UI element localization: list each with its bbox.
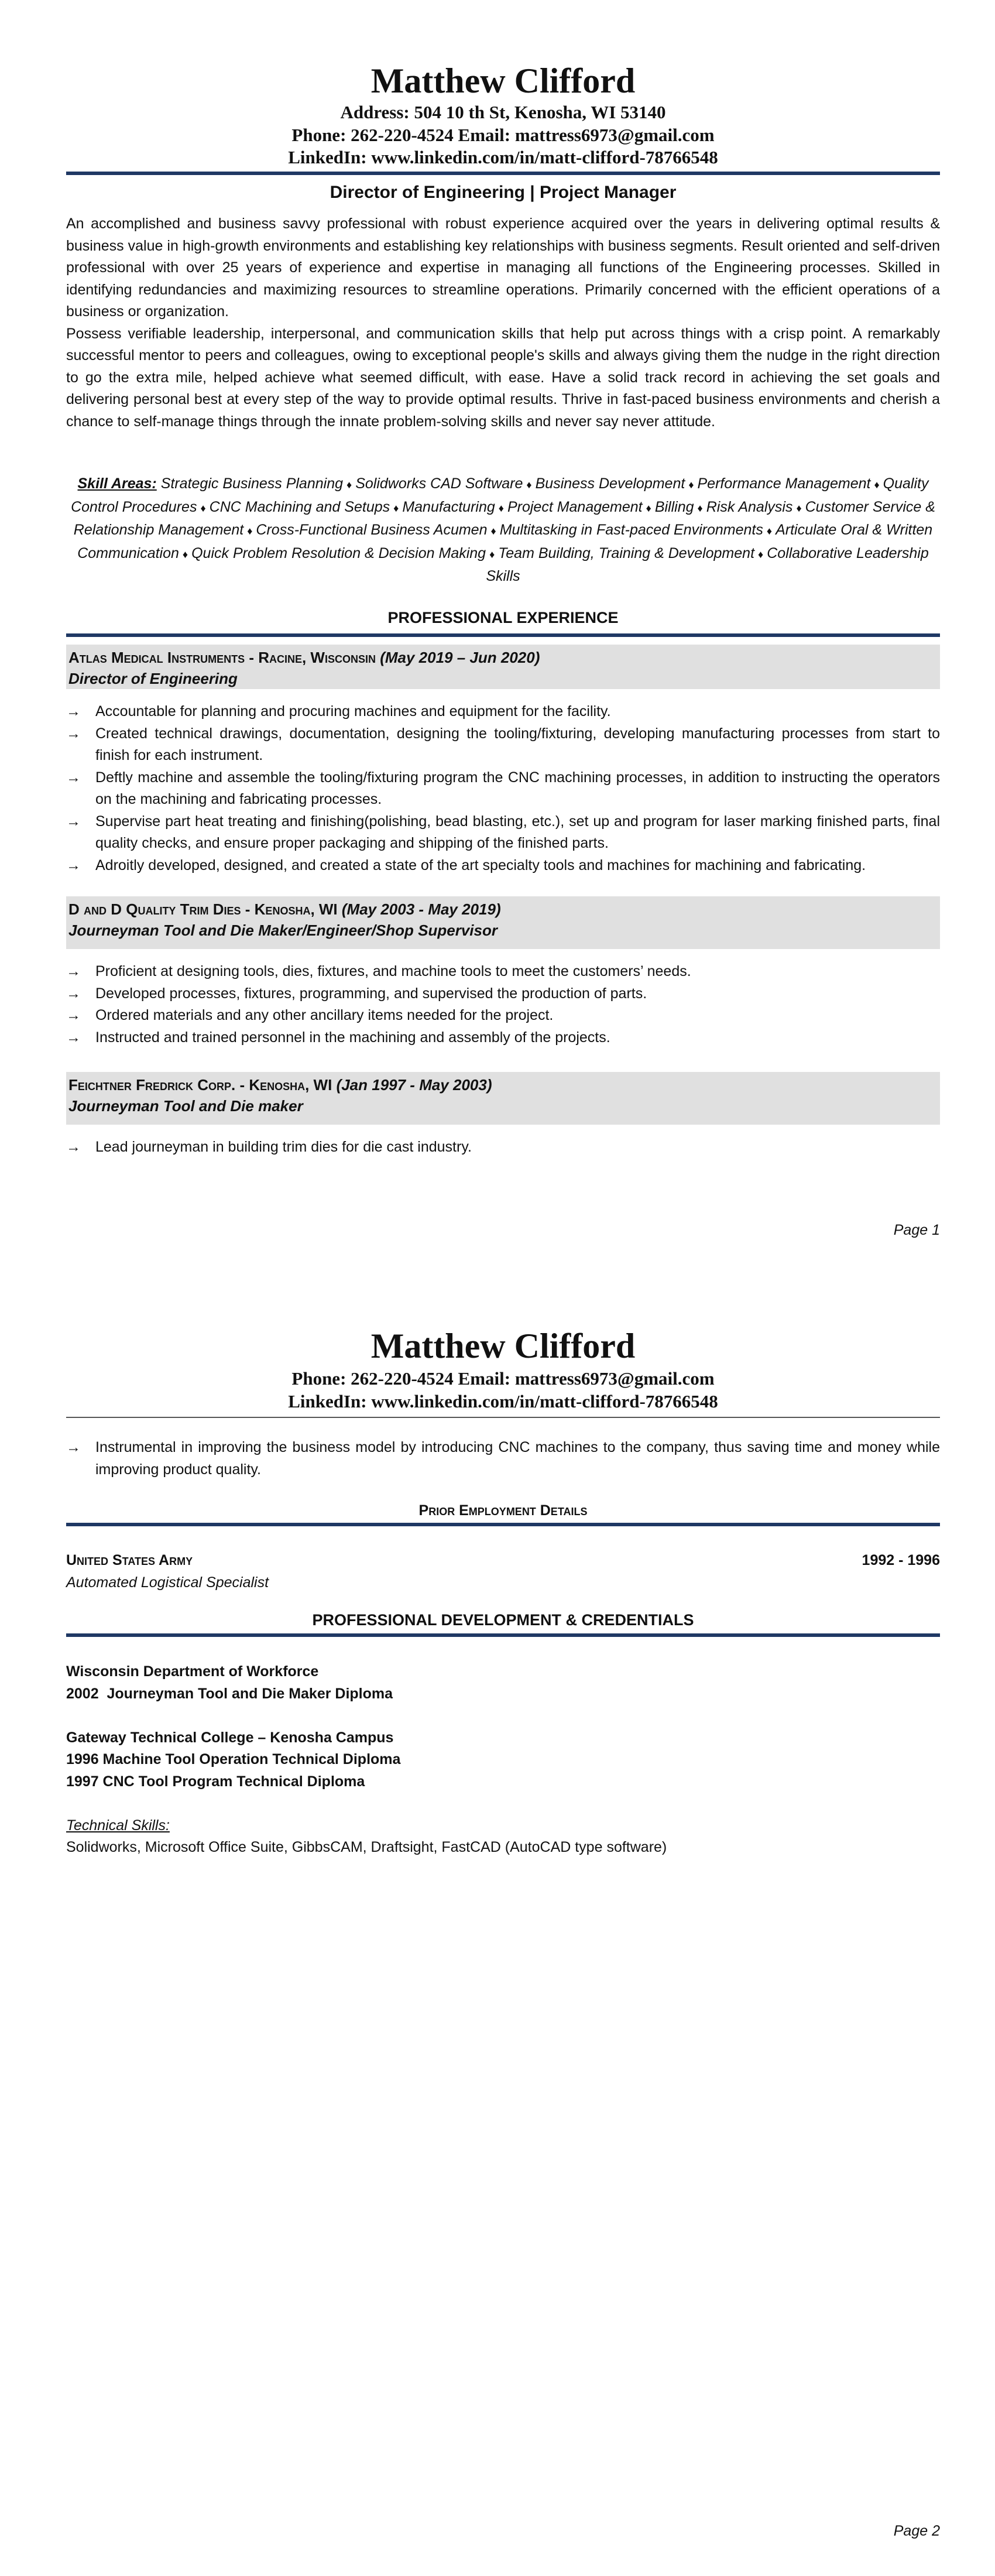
- job-role: Journeyman Tool and Die Maker/Engineer/Shop Supervisor: [68, 922, 498, 939]
- skill-item: CNC Machining and Setups: [209, 498, 390, 515]
- job-dates: (May 2019 – Jun 2020): [380, 649, 540, 666]
- institution: Wisconsin Department of Workforce: [66, 1663, 319, 1680]
- bullet-text: Accountable for planning and procuring machines and equipment for the facility.: [95, 703, 611, 720]
- job-header: [66, 1072, 940, 1125]
- arrow-icon: →: [66, 703, 81, 720]
- institution: Gateway Technical College – Kenosha Campus: [66, 1729, 394, 1746]
- experience-heading: PROFESSIONAL EXPERIENCE: [387, 609, 619, 626]
- skill-item: Cross-Functional Business Acumen: [256, 522, 488, 538]
- skill-item: Articulate Oral & Written Communication: [77, 522, 933, 561]
- skill-item: Performance Management: [697, 475, 871, 492]
- job-bullets: [66, 701, 940, 876]
- skill-item: Strategic Business Planning: [160, 475, 344, 492]
- summary-paragraph: An accomplished and business savvy professional with robust experience acquired over the years in delivering optimal results & business value in high-growth environments and establishing key relationships with business segments. Result oriented and self-driven professional with over 25 years of experience and expertise in managing all functions of the Engineering processes. Skilled in identifying redundancies and maximizing resources to streamline operations. Primarily concerned with the efficient operations of a business or organization.: [66, 215, 940, 320]
- list-item: [66, 811, 940, 855]
- skill-item: Customer Service & Relationship Management: [73, 498, 935, 538]
- address: Address: 504 10 th St, Kenosha, WI 53140: [340, 102, 666, 122]
- job-bullets: [66, 1136, 940, 1159]
- bullet-text: Developed processes, fixtures, programming, and supervised the production of parts.: [95, 985, 647, 1002]
- employer: United States Army: [66, 1552, 193, 1568]
- diamond-bullet-icon: ♦: [489, 548, 495, 560]
- continued-bullets: [66, 1437, 940, 1481]
- diamond-bullet-icon: ♦: [498, 502, 504, 514]
- diamond-bullet-icon: ♦: [526, 479, 532, 491]
- employment-years: 1992 - 1996: [862, 1552, 940, 1568]
- arrow-icon: →: [66, 985, 81, 1002]
- diamond-bullet-icon: ♦: [182, 548, 188, 560]
- technical-skills-label: Technical Skills:: [66, 1817, 170, 1834]
- phone-email: Phone: 262-220-4524 Email: mattress6973@gmail.com: [291, 1368, 715, 1389]
- bullet-text: Supervise part heat treating and finishing(polishing, bead blasting, etc.), set up and program for laser marking finished parts, final quality checks, and ensure proper packaging and shipping of the finished parts.: [95, 813, 940, 851]
- skill-item: Solidworks CAD Software: [355, 475, 523, 492]
- list-item: [66, 701, 940, 723]
- diamond-bullet-icon: ♦: [646, 502, 651, 514]
- contact-block: [66, 1368, 940, 1413]
- diamond-bullet-icon: ♦: [346, 479, 352, 491]
- bullet-text: Lead journeyman in building trim dies for die cast industry.: [95, 1139, 472, 1155]
- candidate-name: Matthew Clifford: [370, 61, 636, 100]
- job-header: [66, 645, 940, 689]
- skill-item: Quick Problem Resolution & Decision Making: [191, 544, 486, 561]
- skill-item: Multitasking in Fast-paced Environments: [499, 522, 763, 538]
- prior-employment-entry: [66, 1550, 940, 1594]
- skill-item: Collaborative Leadership Skills: [486, 544, 929, 584]
- arrow-icon: →: [66, 1139, 81, 1155]
- arrow-icon: →: [66, 857, 81, 873]
- arrow-icon: →: [66, 1029, 81, 1046]
- list-item: [66, 855, 940, 877]
- arrow-icon: →: [66, 769, 81, 786]
- diamond-bullet-icon: ♦: [697, 502, 703, 514]
- skill-areas: [66, 473, 940, 588]
- employment-role: Automated Logistical Specialist: [66, 1574, 269, 1591]
- arrow-icon: →: [66, 813, 81, 830]
- skill-item: Billing: [654, 498, 694, 515]
- credential: 1996 Machine Tool Operation Technical Diploma: [66, 1751, 401, 1767]
- diamond-bullet-icon: ♦: [796, 502, 802, 514]
- list-item: [66, 961, 940, 983]
- diamond-bullet-icon: ♦: [688, 479, 694, 491]
- job-role: Journeyman Tool and Die maker: [68, 1097, 303, 1115]
- technical-skills: Solidworks, Microsoft Office Suite, GibbsCAM, Draftsight, FastCAD (AutoCAD type software): [66, 1839, 667, 1855]
- bullet-text: Ordered materials and any other ancillary items needed for the project.: [95, 1007, 554, 1023]
- linkedin: LinkedIn: www.linkedin.com/in/matt-clifford-78766548: [288, 1390, 718, 1412]
- page-number: Page 2: [893, 2523, 940, 2539]
- list-item: [66, 983, 940, 1005]
- bullet-text: Adroitly developed, designed, and created a state of the art specialty tools and machines for machining and fabricating.: [95, 857, 866, 873]
- job-role: Director of Engineering: [68, 670, 238, 687]
- credentials-list: [66, 1661, 940, 1859]
- skill-item: Risk Analysis: [706, 498, 793, 515]
- skill-item: Manufacturing: [402, 498, 495, 515]
- professional-title: Director of Engineering | Project Manager: [330, 183, 677, 202]
- job-bullets: [66, 961, 940, 1049]
- header-divider: [66, 172, 940, 175]
- job-dates: (Jan 1997 - May 2003): [336, 1076, 492, 1094]
- credentials-heading: PROFESSIONAL DEVELOPMENT & CREDENTIALS: [312, 1611, 694, 1629]
- job-header: [66, 896, 940, 949]
- bullet-text: Deftly machine and assemble the tooling/fixturing program the CNC machining processes, in addition to instructing the operators on the machining and fabricating processes.: [95, 769, 940, 807]
- skill-item: Business Development: [535, 475, 685, 492]
- diamond-bullet-icon: ♦: [766, 525, 773, 537]
- list-item: [66, 767, 940, 811]
- skill-item: Project Management: [507, 498, 643, 515]
- summary: [66, 213, 940, 433]
- diamond-bullet-icon: ♦: [758, 548, 764, 560]
- bullet-text: Instructed and trained personnel in the machining and assembly of the projects.: [95, 1029, 610, 1046]
- skill-item: Team Building, Training & Development: [498, 544, 755, 561]
- list-item: [66, 1136, 940, 1159]
- header-divider: [66, 1417, 940, 1418]
- phone-email: Phone: 262-220-4524 Email: mattress6973@gmail.com: [291, 124, 715, 145]
- summary-paragraph: Possess verifiable leadership, interpersonal, and communication skills that help put across things with a crisp point. A remarkably successful mentor to peers and colleagues, owing to exceptional people's skills and always giving them the nudge in the right direction to go the extra mile, helped achieve what seemed difficult, with ease. Have a solid track record in achieving the set goals and delivering personal best at every step of the way to provide optimal results. Thrive in fast-paced business environments and cherish a chance to self-manage things through the innate problem-solving skills and never say never attitude.: [66, 325, 940, 430]
- list-item: [66, 1437, 940, 1481]
- credential: 1997 CNC Tool Program Technical Diploma: [66, 1773, 365, 1790]
- arrow-icon: →: [66, 725, 81, 742]
- candidate-name: Matthew Clifford: [370, 1327, 636, 1365]
- linkedin: LinkedIn: www.linkedin.com/in/matt-clifford-78766548: [288, 147, 718, 167]
- arrow-icon: →: [66, 1007, 81, 1023]
- diamond-bullet-icon: ♦: [200, 502, 206, 514]
- bullet-text: Proficient at designing tools, dies, fixtures, and machine tools to meet the customers’ needs.: [95, 963, 691, 979]
- arrow-icon: →: [66, 1439, 81, 1455]
- company: Feichtner Fredrick Corp. - Kenosha, WI: [68, 1076, 332, 1094]
- company: D and D Quality Trim Dies - Kenosha, WI: [68, 900, 338, 918]
- diamond-bullet-icon: ♦: [874, 479, 880, 491]
- list-item: [66, 1027, 940, 1049]
- job-dates: (May 2003 - May 2019): [341, 900, 501, 918]
- contact-block: [66, 101, 940, 169]
- arrow-icon: →: [66, 963, 81, 979]
- bullet-text: Instrumental in improving the business model by introducing CNC machines to the company, thus saving time and money while improving product quality.: [95, 1439, 940, 1478]
- bullet-text: Created technical drawings, documentation, designing the tooling/fixturing, developing manufacturing processes from start to finish for each instrument.: [95, 725, 940, 763]
- prior-employment-divider: [66, 1523, 940, 1526]
- credential: 2002 Journeyman Tool and Die Maker Diploma: [66, 1685, 393, 1702]
- experience-list: [66, 645, 940, 1159]
- page-number: Page 1: [893, 1222, 940, 1238]
- diamond-bullet-icon: ♦: [247, 525, 253, 537]
- prior-employment-heading: Prior Employment Details: [418, 1502, 588, 1519]
- diamond-bullet-icon: ♦: [490, 525, 496, 537]
- skill-item: Quality Control Procedures: [71, 475, 929, 515]
- experience-divider: [66, 633, 940, 637]
- diamond-bullet-icon: ♦: [393, 502, 399, 514]
- list-item: [66, 723, 940, 767]
- credentials-divider: [66, 1633, 940, 1637]
- company: Atlas Medical Instruments - Racine, Wisconsin: [68, 649, 376, 666]
- skill-areas-label: Skill Areas:: [77, 475, 157, 492]
- list-item: [66, 1005, 940, 1027]
